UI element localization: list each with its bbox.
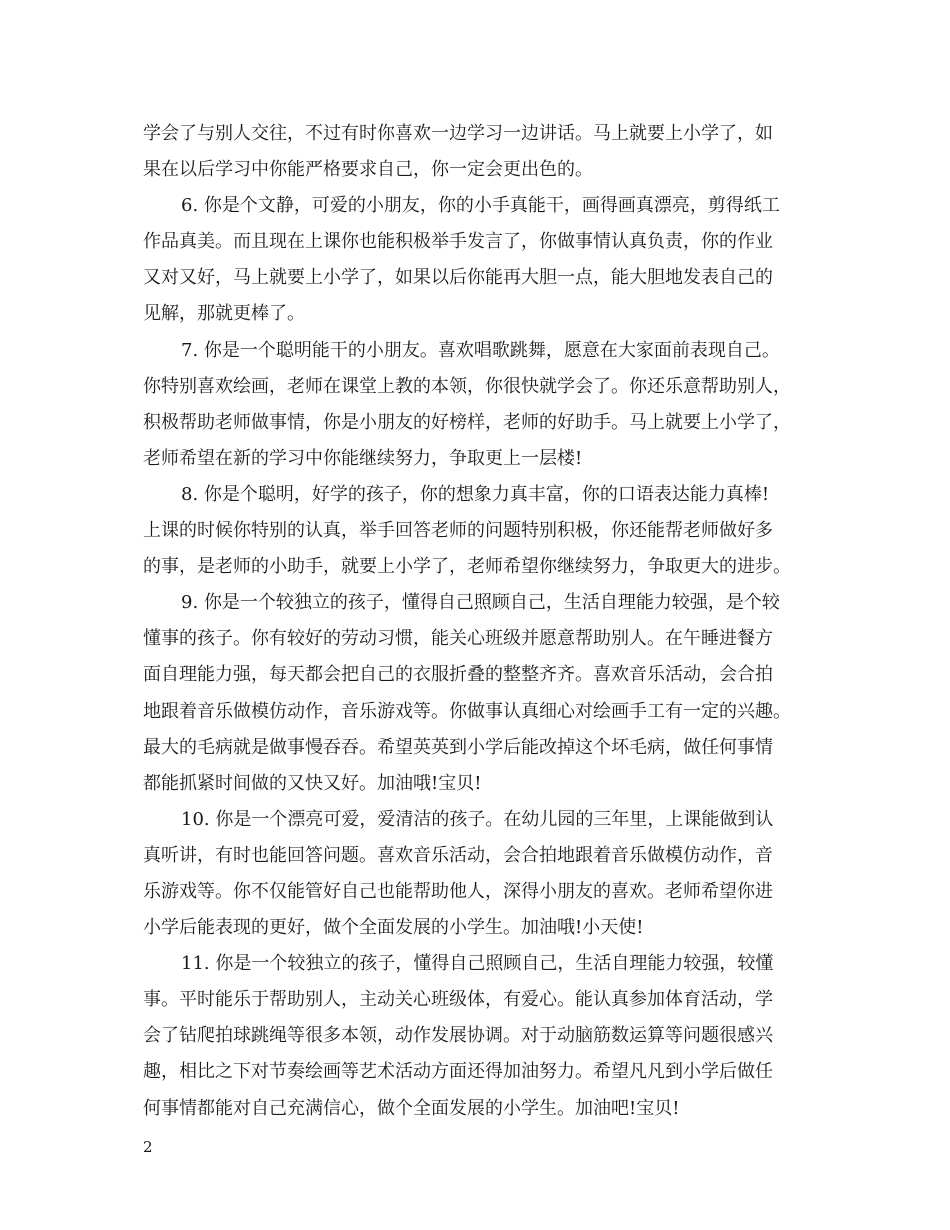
text-line: 乐游戏等。你不仅能管好自己也能帮助他人，深得小朋友的喜欢。老师希望你进 xyxy=(143,880,773,902)
text-line: 最大的毛病就是做事慢吞吞。希望英英到小学后能改掉这个坏毛病，做任何事情 xyxy=(143,736,773,758)
text-line: 10. 你是一个漂亮可爱，爱清洁的孩子。在幼儿园的三年里，上课能做到认 xyxy=(181,808,774,830)
text-line: 小学后能表现的更好，做个全面发展的小学生。加油哦!小天使! xyxy=(143,917,644,939)
text-line: 真听讲，有时也能回答问题。喜欢音乐活动，会合拍地跟着音乐做模仿动作，音 xyxy=(143,844,773,866)
text-line: 地跟着音乐做模仿动作，音乐游戏等。你做事认真细心对绘画手工有一定的兴趣。 xyxy=(143,700,791,722)
text-line: 学会了与别人交往，不过有时你喜欢一边学习一边讲话。马上就要上小学了，如 xyxy=(143,123,773,144)
text-line: 都能抓紧时间做的又快又好。加油哦!宝贝! xyxy=(143,772,482,794)
text-line: 果在以后学习中你能严格要求自己，你一定会更出色的。 xyxy=(143,159,593,181)
text-line: 9. 你是一个较独立的孩子，懂得自己照顾自己，生活自理能力较强，是个较 xyxy=(181,592,780,614)
text-line: 6. 你是个文静，可爱的小朋友，你的小手真能干，画得画真漂亮，剪得纸工 xyxy=(181,195,780,217)
text-line: 积极帮助老师做事情，你是小朋友的好榜样，老师的好助手。马上就要上小学了， xyxy=(143,411,791,433)
text-line: 上课的时候你特别的认真，举手回答老师的问题特别积极，你还能帮老师做好多 xyxy=(143,520,773,542)
text-line: 8. 你是个聪明，好学的孩子，你的想象力真丰富，你的口语表达能力真棒! xyxy=(181,483,770,505)
text-line: 11. 你是一个较独立的孩子，懂得自己照顾自己，生活自理能力较强，较懂 xyxy=(181,953,774,975)
page-number: 2 xyxy=(143,1138,153,1156)
text-line: 懂事的孩子。你有较好的劳动习惯，能关心班级并愿意帮助别人。在午睡进餐方 xyxy=(143,628,773,650)
text-line: 又对又好，马上就要上小学了，如果以后你能再大胆一点，能大胆地发表自己的 xyxy=(143,267,773,289)
text-line: 你特别喜欢绘画，老师在课堂上教的本领，你很快就学会了。你还乐意帮助别人， xyxy=(143,375,791,397)
text-line: 趣，相比之下对节奏绘画等艺术活动方面还得加油努力。希望凡凡到小学后做任 xyxy=(143,1061,773,1083)
text-line: 何事情都能对自己充满信心，做个全面发展的小学生。加油吧!宝贝! xyxy=(143,1097,680,1119)
text-line: 作品真美。而且现在上课你也能积极举手发言了，你做事情认真负责，你的作业 xyxy=(143,231,773,253)
text-line: 面自理能力强，每天都会把自己的衣服折叠的整整齐齐。喜欢音乐活动，会合拍 xyxy=(143,664,773,686)
text-line: 老师希望在新的学习中你能继续努力，争取更上一层楼! xyxy=(143,447,583,469)
document-body xyxy=(143,116,823,1127)
text-line: 事。平时能乐于帮助别人，主动关心班级体，有爱心。能认真参加体育活动，学 xyxy=(143,989,773,1011)
text-line: 的事，是老师的小助手，就要上小学了，老师希望你继续努力，争取更大的进步。 xyxy=(143,556,791,578)
text-line: 见解，那就更棒了。 xyxy=(143,303,305,325)
text-line: 会了钻爬拍球跳绳等很多本领，动作发展协调。对于动脑筋数运算等问题很感兴 xyxy=(143,1025,773,1047)
text-line: 7. 你是一个聪明能干的小朋友。喜欢唱歌跳舞，愿意在大家面前表现自己。 xyxy=(181,339,780,361)
